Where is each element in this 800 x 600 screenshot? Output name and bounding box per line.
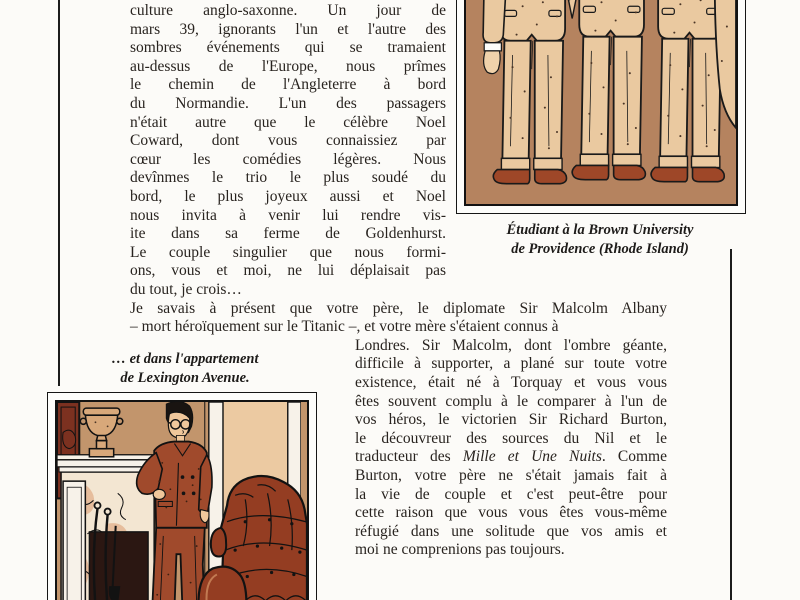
lexington-apartment-illustration — [57, 402, 307, 600]
right-margin-rule — [730, 249, 732, 600]
text-column-right — [355, 337, 667, 560]
text-line: n'était autre que le célèbre Noel — [130, 113, 446, 131]
text-line: cœur les comédies légères. Nous — [130, 150, 446, 168]
text-line: devînmes le trio le plus soudé du — [130, 169, 446, 187]
caption-line: … et dans l'appartement — [111, 351, 259, 367]
caption-line: Étudiant à la Brown University — [506, 222, 694, 238]
text-line: la vie de couple et c'est peut-être pour — [355, 485, 667, 503]
text-line: le chemin de l'Angleterre à bord — [130, 76, 446, 94]
text-line: le découvreur des sources du Nil et le — [355, 429, 667, 447]
text-line: Je savais à présent que votre père, le diplomate Sir Malcolm Albany — [130, 299, 667, 317]
text-line: bord, le plus joyeux aussi et Noel — [130, 187, 446, 205]
text-line: au-dessus de l'Europe, nous prîmes — [130, 57, 446, 75]
text-line: cette raison que vous vous êtes vous-même — [355, 504, 667, 522]
text-line: réfugié dans une solitude que vos amis et — [355, 522, 667, 540]
jacket — [154, 442, 207, 528]
left-margin-rule — [58, 0, 60, 386]
text-line: culture anglo-saxonne. Un jour de — [130, 2, 446, 19]
text-line: mars 39, ignorants l'un et l'autre des — [130, 20, 446, 38]
illustration-border — [55, 400, 309, 600]
text-line: Burton, votre père ne s'était jamais fait à — [355, 466, 667, 484]
text-line: ite dans sa ferme de Goldenhurst. — [130, 225, 446, 243]
illustration-frame-lexington-apartment — [47, 392, 317, 600]
hand-on-hip — [153, 489, 165, 499]
text-line: du tout, je crois… — [130, 280, 242, 298]
illustration-border — [464, 0, 738, 206]
text-line: Coward, dont vous connaissiez par — [130, 132, 446, 150]
text-line: Le couple singulier que nous formi- — [130, 243, 446, 261]
text-line: moi ne comprenions pas toujours. — [355, 541, 565, 559]
text-line: ons, vous et moi, ne lui déplaisait pas — [130, 262, 446, 280]
caption-line: de Providence (Rhode Island) — [511, 240, 689, 257]
text-line: nous invita à venir lui rendre vis- — [130, 206, 446, 224]
text-line: traducteur des Mille et Une Nuits. Comme — [355, 448, 667, 466]
text-line: existence, était né à Torquay et vous vous — [355, 373, 667, 391]
text-line: Londres. Sir Malcolm, dont l'ombre géante, — [355, 336, 667, 354]
text-line: vos héros, le victorien Sir Richard Burton, — [355, 411, 667, 429]
text-line: êtes souvent complu à le comparer à l'un de — [355, 392, 667, 410]
caption-brown-university — [450, 221, 750, 258]
illustration-frame-brown-university — [456, 0, 746, 214]
text-line: difficile à supporter, a plané sur toute votre — [355, 355, 667, 373]
caption-lexington-avenue — [62, 350, 308, 387]
caption-line: de Lexington Avenue. — [120, 369, 250, 386]
text-line: sombres événements qui se tramaient — [130, 39, 446, 57]
text-column-left — [130, 2, 446, 300]
text-line: du Normandie. L'un des passagers — [130, 94, 446, 112]
face — [168, 412, 189, 438]
brown-university-illustration — [466, 0, 736, 204]
text-line: – mort héroïquement sur le Titanic –, et votre mère s'étaient connus à — [130, 318, 559, 336]
text-full-width — [130, 300, 667, 337]
